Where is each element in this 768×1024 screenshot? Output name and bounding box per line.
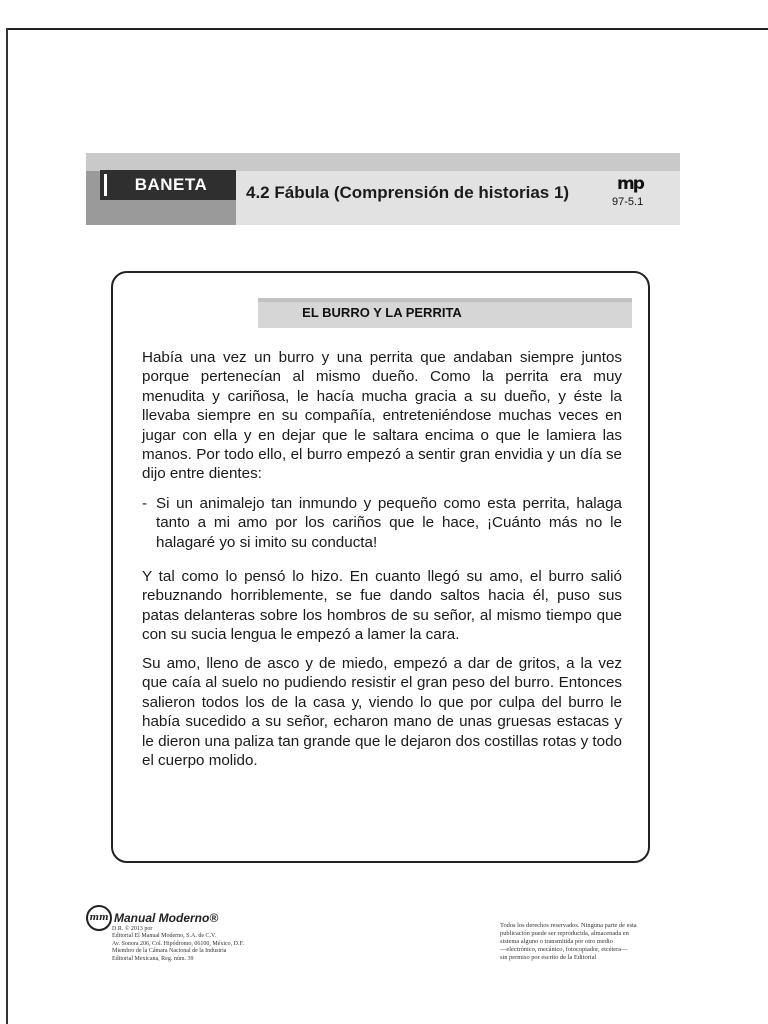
rights-line: sistema alguno o transmitida por otro medio — [500, 938, 613, 945]
sheet-code: 97-5.1 — [612, 196, 644, 208]
rights-line: sin permiso por escrito de la Editorial — [500, 954, 597, 961]
imprint-line: Editorial Mexicana, Reg. núm. 39 — [112, 955, 194, 962]
page-top-border — [6, 28, 768, 30]
rights-line: publicación puede ser reproducida, almacenada en — [500, 930, 629, 937]
story-paragraph-2: Si un animalejo tan inmundo y pequeño como esta perrita, halaga tanto a mi amo por los cariños que le hace, ¡Cuánto más no le halagaré yo si imito su conducta! — [156, 495, 622, 551]
imprint-text — [112, 926, 244, 963]
dialogue-dash: - — [142, 495, 148, 512]
story-title: EL BURRO Y LA PERRITA — [302, 305, 462, 320]
header-band-top-strip — [86, 153, 680, 171]
publisher-logo: mp — [617, 174, 643, 194]
publisher-name: Manual Moderno® — [114, 911, 219, 925]
imprint-line: D.R. © 2013 por — [112, 926, 153, 932]
imprint-line: Av. Sonora 206, Col. Hipódromo, 06100, México, D.F. — [112, 940, 244, 947]
rights-notice — [500, 922, 700, 962]
story-paragraph-1: Había una vez un burro y una perrita que andaban siempre juntos porque pertenecían al mismo dueño. Como la perrita era muy menudita y cariñosa, le hacía mucha gracia a su dueño, y éste la llevaba siempre en su compañía, entreteniéndose muchas veces en jugar con ella y en dejar que le saltara encima o que le lamiera las manos. Por todo ello, el burro empezó a sentir gran envidia y un día se dijo entre dientes: — [142, 349, 622, 483]
story-paragraph-4: Su amo, lleno de asco y de miedo, empezó a dar de gritos, a la vez que caía al suelo no pudiendo resistir el gran peso del burro. Entonces salieron todos los de la casa y, viendo lo que por culpa del burro le había sucedido a su señor, echaron mano de unas gruesas estacas y le dieron una paliza tan grande que le dejaron dos costillas rotas y todo el cuerpo molido. — [142, 655, 622, 770]
page-left-border — [6, 28, 8, 1024]
imprint-line: Editorial El Manual Moderno, S.A. de C.V. — [112, 933, 217, 940]
manual-moderno-logo: mm — [86, 905, 112, 931]
story-paragraph-3: Y tal como lo pensó lo hizo. En cuanto llegó su amo, el burro salió rebuznando horriblemente, se fue dando saltos hacia él, puso sus patas delanteras sobre los hombros de su señor, al mismo tiempo que con su sucia lengua le empezó a lamer la cara. — [142, 568, 622, 644]
sheet-title: 4.2 Fábula (Comprensión de historias 1) — [246, 183, 570, 202]
imprint-line: Miembro de la Cámara Nacional de la Industria — [112, 948, 227, 955]
rights-line: Todos los derechos reservados. Ninguna parte de esta — [500, 922, 637, 929]
section-label: BANETA — [134, 175, 208, 194]
rights-line: —electrónico, mecánico, fotocopiador, etcétera— — [500, 946, 628, 953]
story-dialogue — [142, 494, 622, 552]
